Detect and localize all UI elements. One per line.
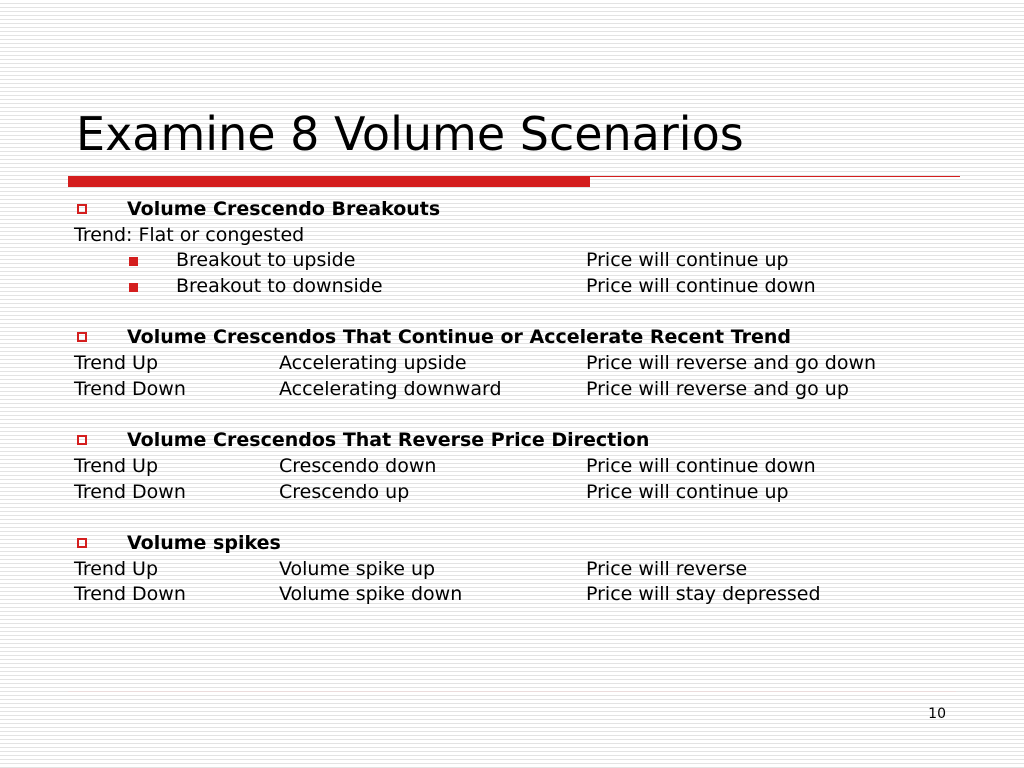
- title-underline-thin: [590, 176, 960, 177]
- result-cell: Price will continue down: [586, 454, 816, 477]
- section-heading-reverse: [74, 428, 974, 454]
- trend-cell: Trend Down: [74, 480, 186, 503]
- volume-cell: Accelerating downward: [279, 377, 502, 400]
- scenario-row: [74, 480, 974, 506]
- scenario-result: Price will continue down: [586, 275, 816, 298]
- trend-cell: Trend Up: [74, 557, 159, 580]
- trend-cell: Trend Down: [74, 377, 186, 400]
- spacer: [74, 300, 974, 326]
- scenario-row: [74, 377, 974, 403]
- scenario-label: Breakout to upside: [176, 249, 356, 272]
- slide-body: [74, 197, 974, 608]
- volume-cell: Volume spike up: [279, 557, 436, 580]
- spacer: [74, 403, 974, 429]
- volume-cell: Accelerating upside: [279, 352, 467, 375]
- section-heading-continue: [74, 325, 974, 351]
- scenario-row: [74, 557, 974, 583]
- filled-square-bullet-icon: [129, 283, 138, 292]
- scenario-result: Price will continue up: [586, 249, 789, 272]
- footer-divider: [68, 691, 956, 692]
- result-cell: Price will reverse and go up: [586, 377, 849, 400]
- sub-bullet-row: [74, 248, 974, 274]
- spacer: [74, 505, 974, 531]
- page-number: 10: [928, 706, 946, 722]
- section-heading-text: Volume Crescendos That Reverse Price Direction: [127, 429, 650, 452]
- trend-cell: Trend Up: [74, 454, 159, 477]
- volume-cell: Crescendo up: [279, 480, 410, 503]
- hollow-square-bullet-icon: [77, 538, 87, 548]
- trend-line: [74, 223, 974, 249]
- sub-bullet-row: [74, 274, 974, 300]
- section-heading-text: Volume spikes: [127, 531, 281, 554]
- scenario-row: [74, 351, 974, 377]
- hollow-square-bullet-icon: [77, 435, 87, 445]
- section-heading-text: Volume Crescendos That Continue or Accelerate Recent Trend: [127, 326, 791, 349]
- trend-cell: Trend Up: [74, 352, 159, 375]
- scenario-row: [74, 454, 974, 480]
- volume-cell: Volume spike down: [279, 583, 463, 606]
- filled-square-bullet-icon: [129, 257, 138, 266]
- title-underline-thick: [68, 176, 590, 187]
- result-cell: Price will reverse and go down: [586, 352, 877, 375]
- section-heading-text: Volume Crescendo Breakouts: [127, 198, 441, 220]
- trend-description: Trend: Flat or congested: [74, 223, 305, 246]
- hollow-square-bullet-icon: [77, 332, 87, 342]
- result-cell: Price will reverse: [586, 557, 748, 580]
- scenario-label: Breakout to downside: [176, 275, 383, 298]
- volume-cell: Crescendo down: [279, 454, 437, 477]
- section-heading-spikes: [74, 531, 974, 557]
- trend-cell: Trend Down: [74, 583, 186, 606]
- result-cell: Price will continue up: [586, 480, 789, 503]
- scenario-row: [74, 582, 974, 608]
- slide-title: Examine 8 Volume Scenarios: [76, 107, 744, 161]
- result-cell: Price will stay depressed: [586, 583, 821, 606]
- section-heading-breakouts: [74, 197, 974, 223]
- hollow-square-bullet-icon: [77, 204, 87, 214]
